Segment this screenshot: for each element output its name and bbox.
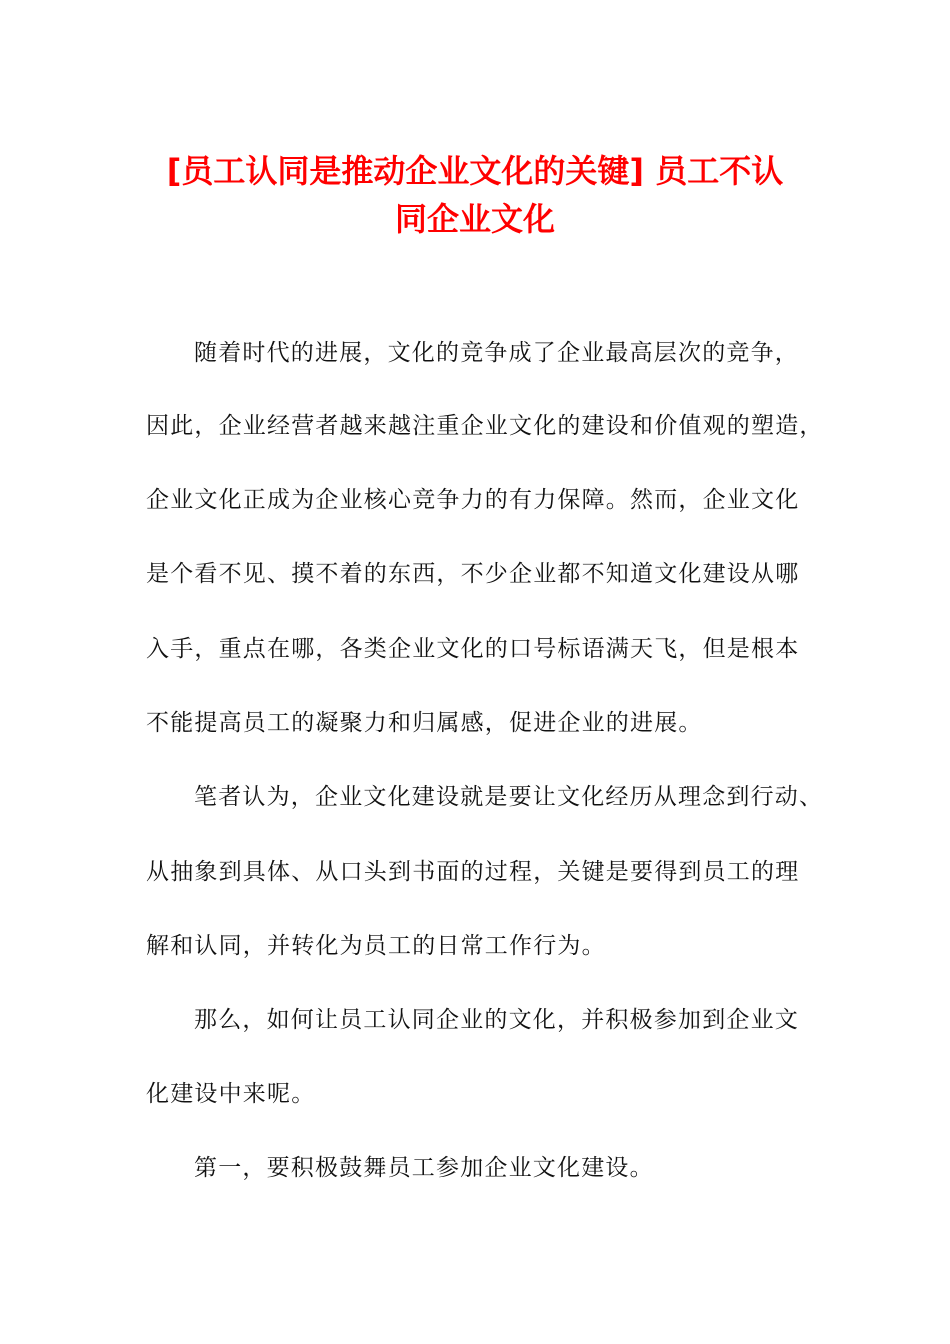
paragraph-2-line-1: 笔者认为，企业文化建设就是要让文化经历从理念到行动、 bbox=[194, 784, 824, 810]
paragraph-1-line-4: 是个看不见、摸不着的东西，不少企业都不知道文化建设从哪 bbox=[146, 561, 800, 587]
paragraph-2-line-2: 从抽象到具体、从口头到书面的过程，关键是要得到员工的理 bbox=[146, 859, 800, 885]
paragraph-4-line-1: 第一，要积极鼓舞员工参加企业文化建设。 bbox=[194, 1155, 654, 1181]
paragraph-1-line-1: 随着时代的进展，文化的竞争成了企业最高层次的竞争， bbox=[194, 340, 799, 366]
paragraph-2-line-3: 解和认同，并转化为员工的日常工作行为。 bbox=[146, 933, 606, 959]
paragraph-1-line-5: 入手，重点在哪，各类企业文化的口号标语满天飞，但是根本 bbox=[146, 636, 800, 662]
document-title-line-1: [员工认同是推动企业文化的关键] 员工不认 bbox=[166, 152, 784, 190]
paragraph-1-line-2: 因此，企业经营者越来越注重企业文化的建设和价值观的塑造， bbox=[146, 413, 824, 439]
document-title-line-2: 同企业文化 bbox=[394, 200, 555, 238]
paragraph-3-line-2: 化建设中来呢。 bbox=[146, 1081, 316, 1107]
paragraph-1-line-6: 不能提高员工的凝聚力和归属感，促进企业的进展。 bbox=[146, 710, 703, 736]
paragraph-3-line-1: 那么，如何让员工认同企业的文化，并积极参加到企业文 bbox=[194, 1007, 799, 1033]
paragraph-1-line-3: 企业文化正成为企业核心竞争力的有力保障。然而，企业文化 bbox=[146, 487, 800, 513]
